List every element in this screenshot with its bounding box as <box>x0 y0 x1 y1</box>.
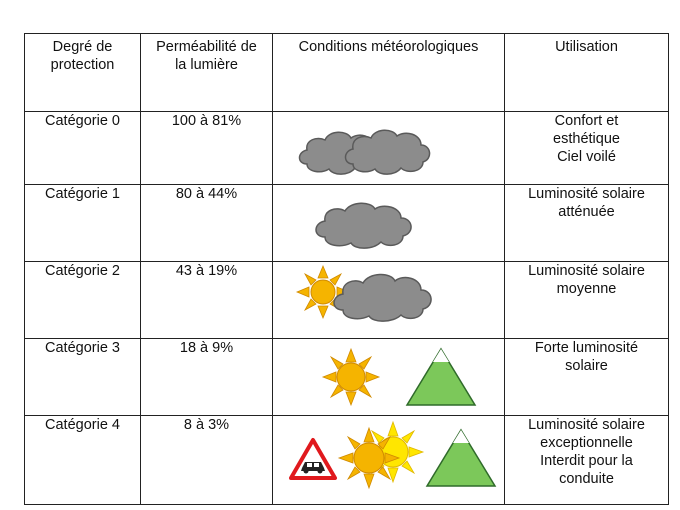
weather-cell <box>273 262 505 339</box>
permeability-cell: 43 à 19% <box>141 262 273 339</box>
header-usage: Utilisation <box>505 34 669 112</box>
permeability-cell: 8 à 3% <box>141 416 273 505</box>
car-warning-icon <box>291 440 335 478</box>
table-header-row <box>25 34 669 112</box>
header-protection-degree: Degré de protection <box>25 34 141 112</box>
category-cell: Catégorie 0 <box>25 112 141 185</box>
permeability-cell: 100 à 81% <box>141 112 273 185</box>
category-cell: Catégorie 3 <box>25 339 141 416</box>
category-cell: Catégorie 4 <box>25 416 141 505</box>
table-row <box>25 262 669 339</box>
usage-cell: Confort et esthétique Ciel voilé <box>505 112 669 185</box>
table-row <box>25 112 669 185</box>
usage-cell: Luminosité solaire exceptionnelle Interdit pour la conduite <box>505 416 669 505</box>
usage-cell: Luminosité solaire moyenne <box>505 262 669 339</box>
weather-cell <box>273 185 505 262</box>
permeability-cell: 18 à 9% <box>141 339 273 416</box>
header-light-permeability: Perméabilité de la lumière <box>141 34 273 112</box>
sun-icon <box>339 428 399 488</box>
usage-cell: Luminosité solaire atténuée <box>505 185 669 262</box>
weather-cell <box>273 339 505 416</box>
sun-icon <box>323 349 379 405</box>
category-cell: Catégorie 2 <box>25 262 141 339</box>
usage-cell: Forte luminosité solaire <box>505 339 669 416</box>
mountain-icon <box>427 430 495 486</box>
table-row <box>25 416 669 505</box>
mountain-icon <box>407 349 475 405</box>
permeability-cell: 80 à 44% <box>141 185 273 262</box>
table-row <box>25 339 669 416</box>
cloud-icon <box>316 203 411 248</box>
header-weather-conditions: Conditions météorologiques <box>273 34 505 112</box>
table-row <box>25 185 669 262</box>
protection-category-table <box>24 33 669 505</box>
cloud-icon <box>334 274 431 321</box>
weather-cell <box>273 112 505 185</box>
category-cell: Catégorie 1 <box>25 185 141 262</box>
weather-cell <box>273 416 505 505</box>
